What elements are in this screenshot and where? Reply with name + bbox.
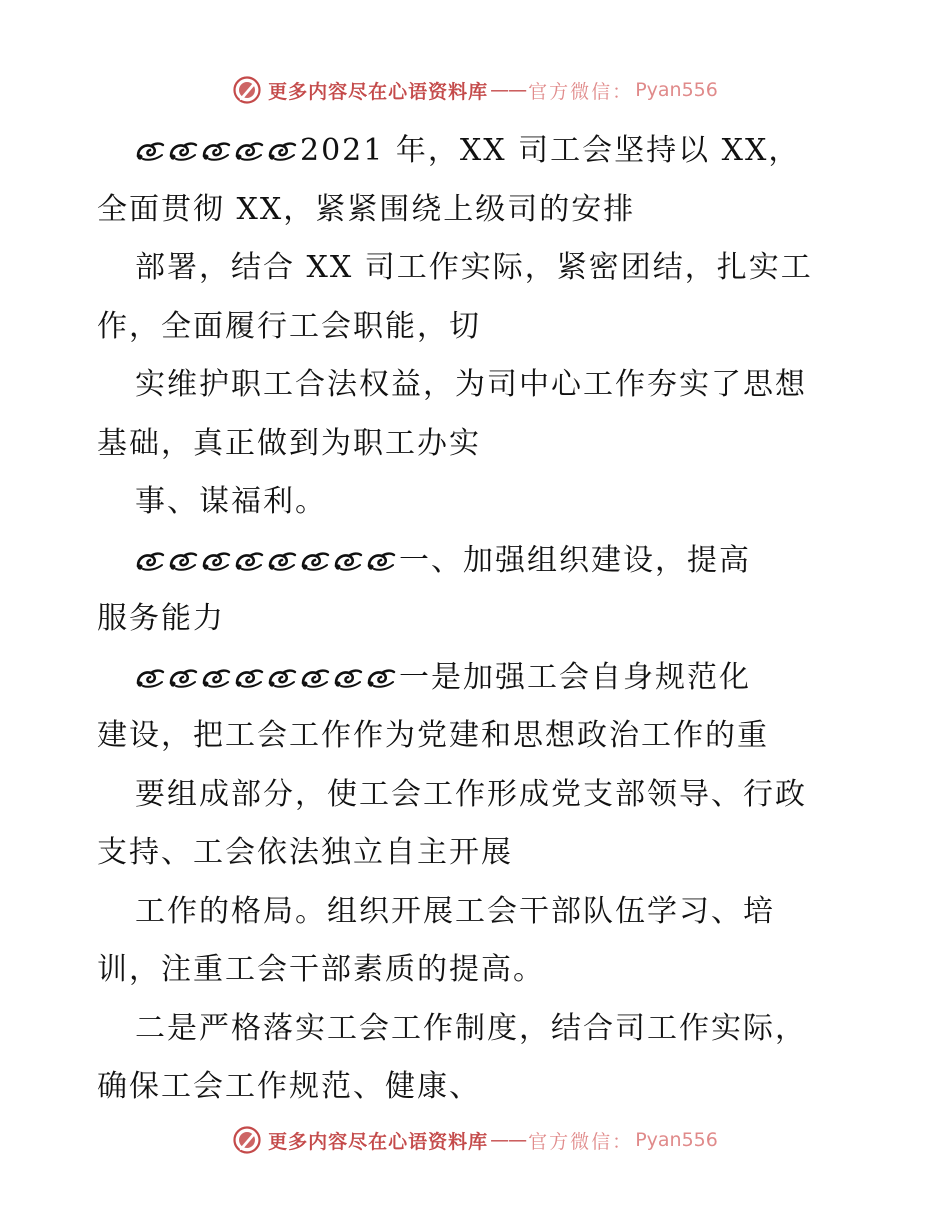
banner-wechat-label: 官方微信：	[528, 1130, 634, 1153]
line-text: 二是严格落实工会工作制度，结合司工作实际，	[135, 1010, 807, 1046]
line-text: 作，全面履行工会职能，切	[97, 308, 481, 344]
line-text: 服务能力	[97, 601, 225, 636]
ornament-icon	[135, 550, 165, 572]
ornament-icon	[234, 550, 264, 572]
line-text: 工作的格局。组织开展工会干部队伍学习、培	[135, 893, 775, 929]
line-text: 确保工会工作规范、健康、	[97, 1069, 481, 1104]
document-line	[97, 473, 867, 532]
document-line	[97, 298, 867, 357]
ornament-icon	[168, 667, 198, 689]
banner-wechat-id: Pyan556	[635, 79, 718, 101]
document-line	[97, 181, 867, 240]
ornament-icon	[201, 140, 231, 162]
document-line	[97, 824, 867, 883]
banner-main-text: 更多内容尽在心语资料库	[268, 80, 489, 103]
line-text: 实维护职工合法权益，为司中心工作夯实了思想	[135, 367, 807, 402]
banner-dash: ——	[490, 79, 527, 101]
document-line	[97, 122, 867, 181]
footer-watermark-banner	[0, 1120, 950, 1160]
document-line	[97, 415, 867, 474]
red-seal-pen-icon	[232, 75, 262, 105]
document-line	[97, 239, 867, 298]
ornament-icon	[135, 667, 165, 689]
line-text: 全面贯彻 XX，紧紧围绕上级司的安排	[97, 191, 636, 227]
red-seal-pen-icon	[232, 1125, 262, 1155]
line-text: 训，注重工会干部素质的提高。	[97, 952, 545, 987]
line-text: 要组成部分，使工会工作形成党支部领导、行政	[135, 776, 807, 812]
ornament-icon	[201, 550, 231, 572]
banner-dash: ——	[490, 1129, 527, 1151]
ornament-icon	[267, 667, 297, 689]
ornament-icon	[234, 140, 264, 162]
ornament-icon	[333, 550, 363, 572]
document-line	[97, 766, 867, 825]
line-text: 支持、工会依法独立自主开展	[97, 835, 513, 870]
ornament-icon	[333, 667, 363, 689]
ornament-icon	[135, 140, 165, 162]
line-text: 基础，真正做到为职工办实	[97, 425, 481, 461]
banner-main-text: 更多内容尽在心语资料库	[268, 1130, 489, 1153]
line-text: 一、加强组织建设，提高	[399, 542, 751, 578]
line-text: 部署，结合 XX 司工作实际，紧密团结，扎实工	[135, 250, 813, 285]
ornament-icon	[168, 140, 198, 162]
ornament-icon	[201, 667, 231, 689]
document-line	[97, 649, 867, 708]
ornament-icon	[300, 667, 330, 689]
document-line	[97, 590, 867, 649]
document-body	[97, 122, 867, 1117]
document-line	[97, 883, 867, 942]
document-line	[97, 1000, 867, 1059]
ornament-icon	[267, 140, 297, 162]
ornament-icon	[300, 550, 330, 572]
ornament-icon	[234, 667, 264, 689]
line-text: 2021 年，XX 司工会坚持以 XX，	[300, 133, 801, 168]
document-line	[97, 356, 867, 415]
document-line	[97, 532, 867, 591]
document-line	[97, 941, 867, 1000]
header-watermark-banner	[0, 70, 950, 110]
ornament-icon	[168, 550, 198, 572]
banner-wechat-label: 官方微信：	[528, 80, 634, 103]
ornament-icon	[366, 550, 396, 572]
banner-wechat-id: Pyan556	[635, 1129, 718, 1151]
ornament-icon	[267, 550, 297, 572]
line-text: 建设，把工会工作作为党建和思想政治工作的重	[97, 718, 769, 753]
line-text: 一是加强工会自身规范化	[399, 659, 751, 695]
document-line	[97, 1058, 867, 1117]
ornament-icon	[366, 667, 396, 689]
line-text: 事、谋福利。	[135, 484, 327, 519]
document-line	[97, 707, 867, 766]
